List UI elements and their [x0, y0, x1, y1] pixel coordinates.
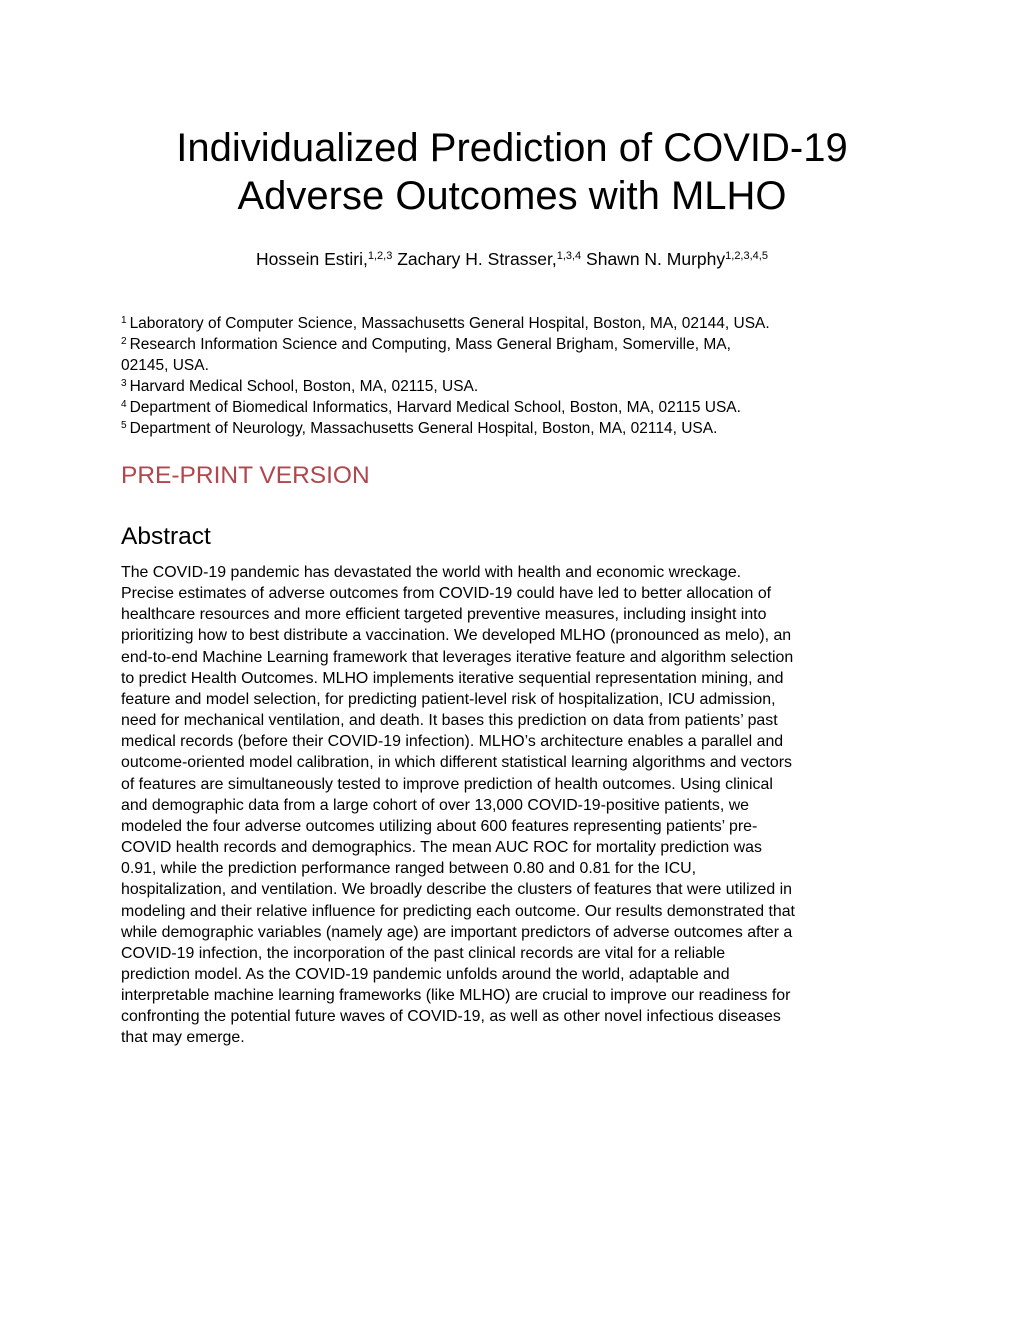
abstract-line: modeling and their relative influence for predicting each outcome. Our results demonstrated that — [121, 902, 795, 920]
abstract-line: of features are simultaneously tested to improve prediction of health outcomes. Using clinical — [121, 775, 773, 793]
abstract-line: COVID health records and demographics. The mean AUC ROC for mortality prediction was — [121, 839, 762, 857]
affiliation-text: Harvard Medical School, Boston, MA, 02115, USA. — [129, 378, 479, 395]
abstract-line: Precise estimates of adverse outcomes from COVID-19 could have led to better allocation of — [121, 585, 772, 603]
affiliation-item-continued: 02145, USA. — [121, 357, 209, 374]
affiliation-number: 2 — [121, 336, 127, 347]
abstract-line: and demographic data from a large cohort of over 13,000 COVID-19-positive patients, we — [121, 796, 750, 814]
abstract-line: interpretable machine learning frameworks (like MLHO) are crucial to improve our readiness for — [121, 987, 791, 1005]
affiliation-item — [121, 376, 911, 397]
abstract-line: to predict Health Outcomes. MLHO implements iterative sequential representation mining, and — [121, 669, 784, 687]
author-affiliation-marker: 1,3,4 — [556, 250, 582, 262]
abstract-line: 0.91, while the prediction performance ranged between 0.80 and 0.81 for the ICU, — [121, 860, 697, 878]
affiliation-number: 5 — [121, 420, 127, 431]
abstract-line: that may emerge. — [121, 1029, 245, 1047]
abstract-line: The COVID-19 pandemic has devastated the world with health and economic wreckage. — [121, 564, 742, 581]
affiliation-text: Research Information Science and Computing, Mass General Brigham, Somerville, MA, — [129, 336, 731, 353]
abstract-line: hospitalization, and ventilation. We broadly describe the clusters of features that were utilized in — [121, 881, 793, 899]
author-name: Zachary H. Strasser, — [397, 249, 557, 269]
abstract-line: healthcare resources and more efficient targeted preventive measures, including insight into — [121, 606, 767, 624]
abstract-line: confronting the potential future waves of COVID-19, as well as other novel infectious diseases — [121, 1008, 781, 1026]
affiliation-text: Department of Biomedical Informatics, Harvard Medical School, Boston, MA, 02115 USA. — [129, 399, 741, 416]
affiliation-number: 1 — [121, 315, 127, 326]
abstract-line: prediction model. As the COVID-19 pandemic unfolds around the world, adaptable and — [121, 965, 730, 983]
author-name: Shawn N. Murphy — [586, 249, 726, 269]
author-affiliation-marker: 1,2,3,4,5 — [725, 250, 768, 262]
affiliation-item — [121, 313, 911, 334]
author-affiliation-marker: 1,2,3 — [367, 250, 393, 262]
affiliation-item — [121, 334, 911, 355]
abstract-line: medical records (before their COVID-19 infection). MLHO’s architecture enables a parallel and — [121, 733, 784, 751]
title-line-2: Adverse Outcomes with MLHO — [237, 174, 787, 218]
affiliation-number: 4 — [121, 399, 127, 410]
affiliation-text: Department of Neurology, Massachusetts General Hospital, Boston, MA, 02114, USA. — [129, 420, 718, 437]
paper-title — [0, 124, 1024, 220]
affiliation-number: 3 — [121, 378, 127, 389]
abstract-line: feature and model selection, for predicting patient-level risk of hospitalization, ICU admission, — [121, 690, 776, 708]
affiliation-text: Laboratory of Computer Science, Massachusetts General Hospital, Boston, MA, 02144, USA. — [129, 315, 770, 332]
author-name: Hossein Estiri, — [256, 249, 368, 269]
affiliation-item — [121, 397, 911, 418]
abstract-heading: Abstract — [121, 523, 211, 550]
abstract-line: while demographic variables (namely age) are important predictors of adverse outcomes after a — [121, 923, 793, 941]
title-line-1: Individualized Prediction of COVID-19 — [176, 126, 848, 170]
abstract-line: COVID-19 infection, the incorporation of the past clinical records are vital for a reliable — [121, 944, 726, 962]
affiliation-list — [121, 313, 911, 439]
abstract-line: modeled the four adverse outcomes utilizing about 600 features representing patients’ pre- — [121, 817, 758, 835]
abstract-line: need for mechanical ventilation, and death. It bases this prediction on data from patients’ past — [121, 712, 778, 730]
abstract-line: end-to-end Machine Learning framework that leverages iterative feature and algorithm selection — [121, 648, 794, 666]
abstract-body — [121, 562, 921, 1049]
abstract-line: prioritizing how to best distribute a vaccination. We developed MLHO (pronounced as melo), an — [121, 627, 792, 645]
author-list — [0, 247, 1024, 271]
affiliation-item — [121, 418, 911, 439]
abstract-line: outcome-oriented model calibration, in which different statistical learning algorithms and vectors — [121, 754, 792, 772]
preprint-label: PRE-PRINT VERSION — [121, 462, 370, 489]
